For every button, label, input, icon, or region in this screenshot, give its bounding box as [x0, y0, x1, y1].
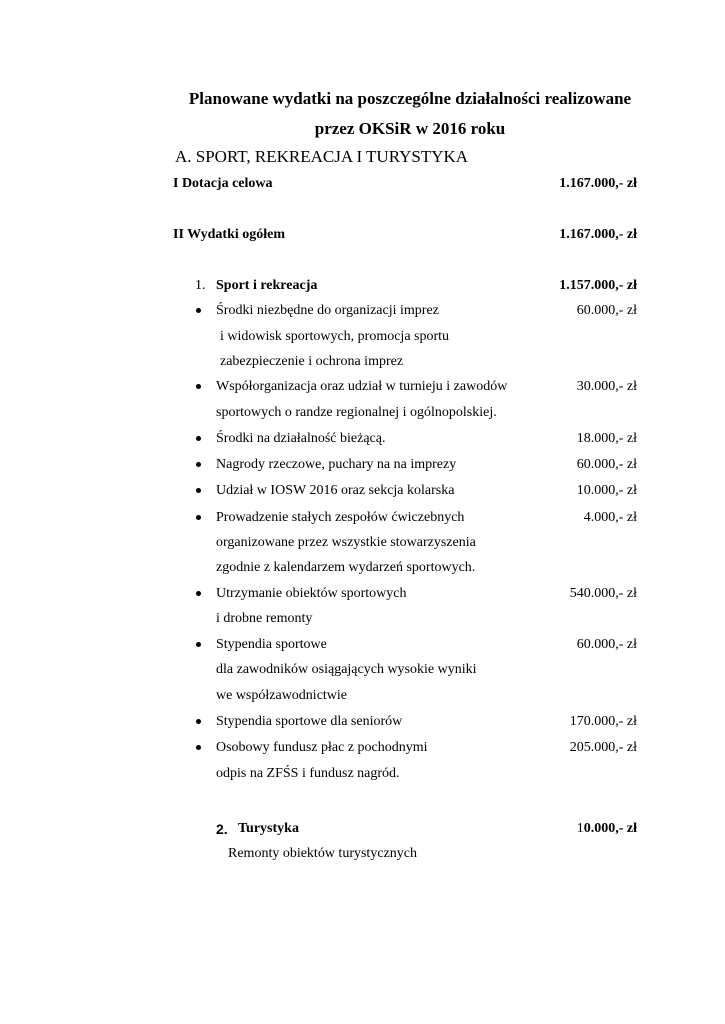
sport-item-line: Utrzymanie obiektów sportowych [216, 586, 407, 601]
turystyka-detail: Remonty obiektów turystycznych [228, 846, 417, 861]
sport-item-line: organizowane przez wszystkie stowarzyszenia [216, 535, 476, 550]
sport-item-amount: 4.000,- zł [583, 510, 637, 525]
bullet-icon [196, 436, 201, 441]
sport-item-line: i drobne remonty [216, 611, 313, 626]
bullet-icon [196, 462, 201, 467]
sport-item-line: Nagrody rzeczowe, puchary na na imprezy [216, 457, 457, 472]
turystyka-amount [577, 820, 637, 838]
sport-item-line: Prowadzenie stałych zespołów ćwiczebnych [216, 510, 465, 525]
sport-amount: 1.157.000,- zł [559, 278, 637, 293]
bullet-icon [196, 642, 201, 647]
turystyka-label: Turystyka [238, 821, 299, 836]
document-title-line1: Planowane wydatki na poszczególne działalności realizowane [188, 89, 632, 108]
sport-item-line: zabezpieczenie i ochrona imprez [220, 354, 404, 369]
sport-item-amount: 205.000,- zł [569, 740, 637, 755]
turystyka-number: 2. [216, 821, 228, 837]
sport-number: 1. [195, 278, 206, 293]
sport-item-amount: 170.000,- zł [569, 714, 637, 729]
wydatki-amount: 1.167.000,- zł [559, 227, 637, 242]
sport-item-amount: 10.000,- zł [576, 483, 637, 498]
bullet-icon [196, 384, 201, 389]
turystyka-amount-rest: 0.000,- zł [583, 821, 637, 836]
sport-item-line: sportowych o randze regionalnej i ogólnopolskiej. [216, 405, 497, 420]
sport-item-line: i widowisk sportowych, promocja sportu [220, 329, 450, 344]
sport-item-line: Współorganizacja oraz udział w turnieju i zawodów [216, 379, 508, 394]
sport-item-line: odpis na ZFŚS i fundusz nagród. [216, 766, 400, 781]
sport-item-line: we współzawodnictwie [216, 688, 348, 703]
sport-item-amount: 60.000,- zł [576, 303, 637, 318]
sport-item-line: dla zawodników osiągających wysokie wyniki [216, 662, 477, 677]
document-title-line2: przez OKSiR w 2016 roku [314, 119, 506, 138]
sport-label: Sport i rekreacja [216, 278, 318, 293]
sport-item-line: zgodnie z kalendarzem wydarzeń sportowych. [216, 560, 476, 575]
sport-item-amount: 540.000,- zł [569, 586, 637, 601]
sport-item-line: Stypendia sportowe dla seniorów [216, 714, 403, 729]
sport-item-line: Środki na działalność bieżącą. [216, 431, 386, 446]
sport-item-amount: 60.000,- zł [576, 637, 637, 652]
bullet-icon [196, 745, 201, 750]
wydatki-label: II Wydatki ogółem [173, 227, 286, 242]
bullet-icon [196, 515, 201, 520]
bullet-icon [196, 719, 201, 724]
dotacja-label: I Dotacja celowa [173, 176, 273, 191]
bullet-icon [196, 308, 201, 313]
sport-item-line: Stypendia sportowe [216, 637, 327, 652]
bullet-icon [196, 488, 201, 493]
sport-item-amount: 18.000,- zł [576, 431, 637, 446]
sport-item-line: Udział w IOSW 2016 oraz sekcja kolarska [216, 483, 455, 498]
sport-item-amount: 60.000,- zł [576, 457, 637, 472]
turystyka-amount-prefix: 1 [576, 821, 584, 836]
dotacja-amount: 1.167.000,- zł [559, 176, 637, 191]
sport-item-line: Osobowy fundusz płac z pochodnymi [216, 740, 428, 755]
sport-item-line: Środki niezbędne do organizacji imprez [216, 303, 439, 318]
bullet-icon [196, 591, 201, 596]
section-a-heading: A. SPORT, REKREACJA I TURYSTYKA [175, 147, 469, 166]
sport-item-amount: 30.000,- zł [576, 379, 637, 394]
